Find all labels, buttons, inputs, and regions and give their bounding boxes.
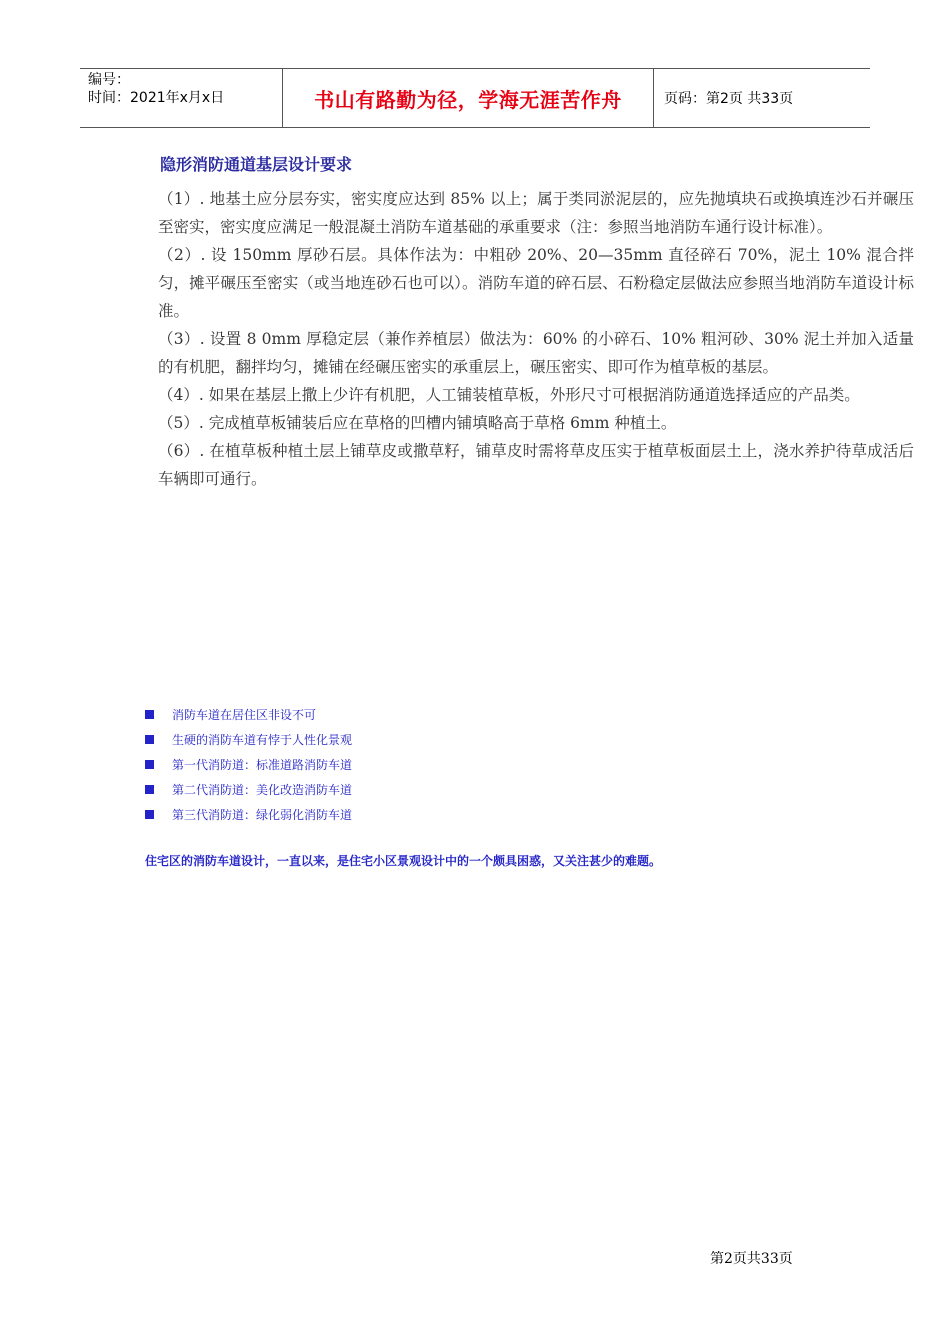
- paragraph-1: （1）. 地基土应分层夯实，密实度应达到 85% 以上；属于类同淤泥层的，应先抛填块石或换填连沙石并碾压至密实，密实度应满足一般混凝土消防车道基础的承重要求（注：参照当地消防车通行设计标准）。: [158, 190, 914, 236]
- list-item: [145, 777, 352, 802]
- page-header: [80, 68, 870, 128]
- header-meta-cell: [80, 69, 282, 127]
- section-title: 隐形消防通道基层设计要求: [160, 155, 353, 174]
- paragraph-6: （6）. 在植草板种植土层上铺草皮或撒草籽，铺草皮时需将草皮压实于植草板面层土上，浇水养护待草成活后车辆即可通行。: [158, 442, 914, 488]
- document-date: 时间：2021年x月x日: [88, 90, 225, 106]
- list-item: [145, 727, 352, 752]
- header-motto: 书山有路勤为径，学海无涯苦作舟: [282, 69, 654, 127]
- list-item-text: 生硬的消防车道有悖于人性化景观: [172, 733, 353, 747]
- list-item: [145, 752, 352, 777]
- list-item: [145, 702, 352, 727]
- square-bullet-icon: [145, 735, 154, 744]
- list-item-text: 第三代消防道：绿化弱化消防车道: [172, 808, 353, 822]
- summary-text: 住宅区的消防车道设计，一直以来，是住宅小区景观设计中的一个颇具困惑，又关注甚少的难题。: [145, 854, 662, 868]
- list-item-text: 第二代消防道：美化改造消防车道: [172, 783, 353, 797]
- paragraph-3: （3）. 设置 8 0mm 厚稳定层（兼作养植层）做法为：60% 的小碎石、10% 粗河砂、30% 泥土并加入适量的有机肥，翻拌均匀，摊铺在经碾压密实的承重层上，碾压密实、即可作为植草板的基层。: [158, 330, 914, 376]
- paragraph-2: （2）. 设 150mm 厚砂石层。具体作法为：中粗砂 20%、20—35mm 直径碎石 70%，泥土 10% 混合拌匀，摊平碾压至密实（或当地连砂石也可以）。消防车道的碎石层、石粉稳定层做法应参照当地消防车道设计标准。: [158, 246, 914, 320]
- bullet-list: [145, 702, 352, 827]
- square-bullet-icon: [145, 810, 154, 819]
- square-bullet-icon: [145, 760, 154, 769]
- header-page-info: 页码：第2页 共33页: [664, 91, 794, 107]
- list-item-text: 第一代消防道：标准道路消防车道: [172, 758, 353, 772]
- paragraph-5: （5）. 完成植草板铺装后应在草格的凹槽内铺填略高于草格 6mm 种植土。: [158, 414, 677, 432]
- square-bullet-icon: [145, 710, 154, 719]
- document-number-label: 编号：: [88, 72, 130, 88]
- paragraph-4: （4）. 如果在基层上撒上少许有机肥，人工铺装植草板，外形尺寸可根据消防通道选择适应的产品类。: [158, 386, 860, 404]
- list-item-text: 消防车道在居住区非设不可: [172, 708, 317, 722]
- square-bullet-icon: [145, 785, 154, 794]
- scanned-section: [158, 150, 914, 493]
- list-item: [145, 802, 352, 827]
- page-footer: 第2页共33页: [710, 1251, 793, 1267]
